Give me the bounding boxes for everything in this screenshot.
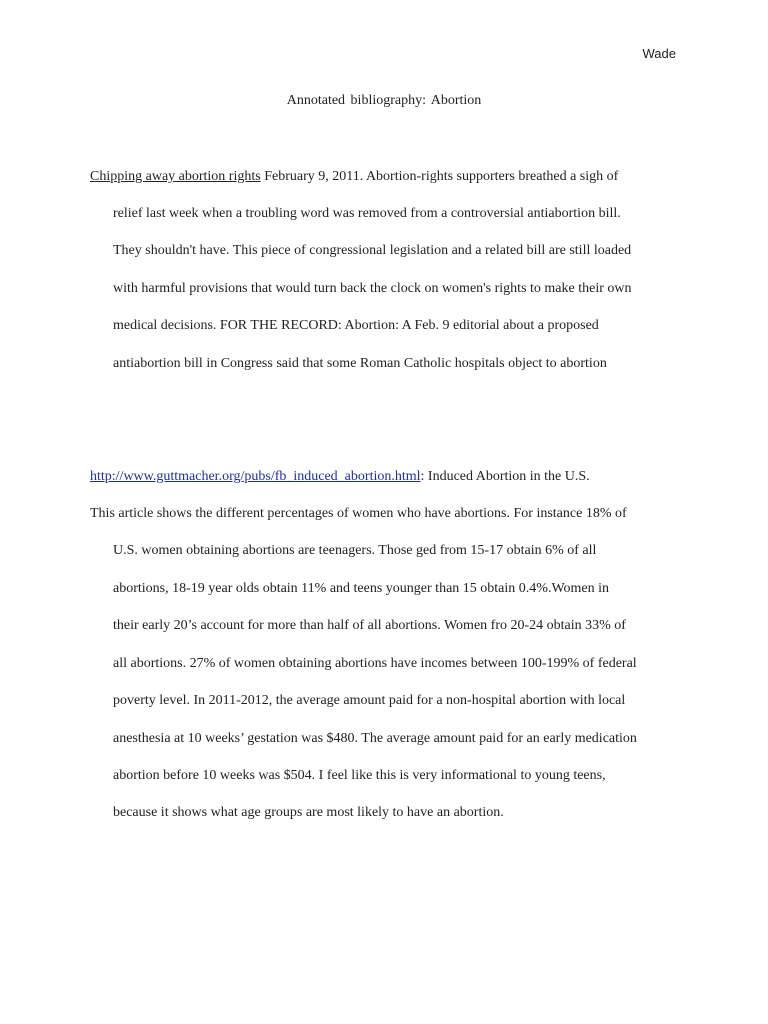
- entry-2-source-title: : Induced Abortion in the U.S.: [420, 469, 590, 484]
- entry-1-line-1: [90, 169, 618, 185]
- entry-2-line-8: abortion before 10 weeks was $504. I feel like this is very informational to young teens,: [113, 768, 606, 783]
- entry-2-line-2: U.S. women obtaining abortions are teenagers. Those ged from 15-17 obtain 6% of all: [113, 543, 597, 558]
- entry-2-line-9: because it shows what age groups are most likely to have an abortion.: [113, 805, 504, 820]
- entry-2-line-5: all abortions. 27% of women obtaining abortions have incomes between 100-199% of federal: [113, 656, 637, 671]
- guttmacher-link[interactable]: http://www.guttmacher.org/pubs/fb_induced_abortion.html: [90, 469, 421, 484]
- entry-1-line-3: They shouldn't have. This piece of congressional legislation and a related bill are still loaded: [113, 243, 632, 258]
- document-title: Annotated bibliography: Abortion: [286, 93, 482, 108]
- entry-2-line-1: This article shows the different percentages of women who have abortions. For instance 18% of: [90, 506, 627, 521]
- entry-2-citation-line: [90, 469, 590, 485]
- entry-1-line-6: antiabortion bill in Congress said that some Roman Catholic hospitals object to abortion: [113, 356, 607, 371]
- entry-1-line-2: relief last week when a troubling word was removed from a controversial antiabortion bill.: [113, 206, 621, 221]
- entry-2-line-7: anesthesia at 10 weeks’ gestation was $480. The average amount paid for an early medication: [113, 731, 637, 746]
- header-author-name: Wade: [642, 46, 676, 61]
- entry-1-source-title: Chipping away abortion rights: [90, 169, 261, 184]
- entry-1-line-4: with harmful provisions that would turn back the clock on women's rights to make their own: [113, 281, 632, 296]
- entry-1-first-line-rest: February 9, 2011. Abortion-rights supporters breathed a sigh of: [260, 169, 619, 184]
- entry-1-line-5: medical decisions. FOR THE RECORD: Abortion: A Feb. 9 editorial about a proposed: [113, 318, 599, 333]
- entry-2-line-4: their early 20’s account for more than half of all abortions. Women fro 20-24 obtain 33% of: [113, 618, 626, 633]
- entry-2-line-6: poverty level. In 2011-2012, the average amount paid for a non-hospital abortion with local: [113, 693, 626, 708]
- entry-2-line-3: abortions, 18-19 year olds obtain 11% and teens younger than 15 obtain 0.4%.Women in: [113, 581, 610, 596]
